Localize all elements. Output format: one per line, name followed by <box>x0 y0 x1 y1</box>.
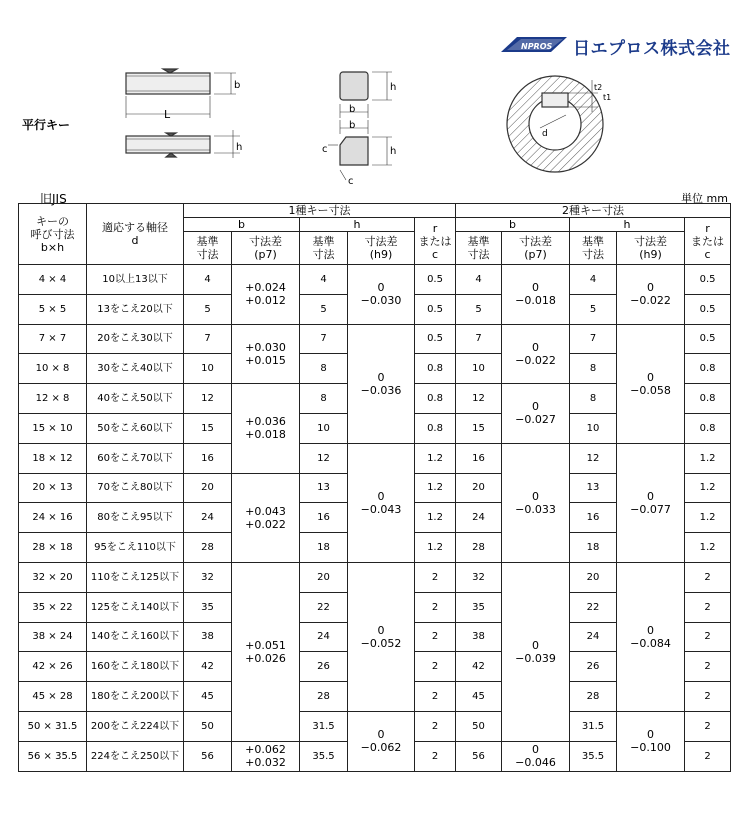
table-row <box>19 324 731 354</box>
type1-h-nominal-cell: 22 <box>300 592 348 622</box>
type1-h-nominal-cell: 28 <box>300 682 348 712</box>
header-tol-p7-2: 寸法差 (p7) <box>502 232 570 265</box>
key-size-cell: 10 × 8 <box>19 354 87 384</box>
type2-rc-cell: 0.5 <box>685 324 731 354</box>
type1-b-nominal-cell: 45 <box>184 682 232 712</box>
header-tol-h9-1: 寸法差 (h9) <box>348 232 415 265</box>
label-b-side: b <box>234 80 241 91</box>
header-tol-p7-1: 寸法差 (p7) <box>232 232 300 265</box>
key-dimension-table <box>18 203 731 772</box>
type1-b-nominal-cell: 20 <box>184 473 232 503</box>
type2-h-tolerance-cell: 0 −0.084 <box>617 562 685 711</box>
type2-rc-cell: 1.2 <box>685 503 731 533</box>
header-type1: 1種キー寸法 <box>184 204 456 218</box>
type2-h-nominal-cell: 7 <box>570 324 617 354</box>
type2-b-nominal-cell: 38 <box>456 622 502 652</box>
shaft-range-cell: 30をこえ40以下 <box>87 354 184 384</box>
shaft-range-cell: 110をこえ125以下 <box>87 562 184 592</box>
type2-b-nominal-cell: 35 <box>456 592 502 622</box>
type2-h-nominal-cell: 13 <box>570 473 617 503</box>
type1-h-tolerance-cell: 0 −0.036 <box>348 324 415 443</box>
type1-h-nominal-cell: 20 <box>300 562 348 592</box>
type2-b-tolerance-cell: 0 −0.039 <box>502 562 570 741</box>
type1-rc-cell: 0.8 <box>415 354 456 384</box>
type2-h-nominal-cell: 20 <box>570 562 617 592</box>
type2-b-nominal-cell: 12 <box>456 384 502 414</box>
type1-b-nominal-cell: 32 <box>184 562 232 592</box>
type2-h-nominal-cell: 26 <box>570 652 617 682</box>
header-nominal-b2: 基準 寸法 <box>456 232 502 265</box>
type1-h-nominal-cell: 18 <box>300 533 348 563</box>
key-drawings <box>0 0 750 200</box>
type1-h-nominal-cell: 10 <box>300 413 348 443</box>
type2-h-nominal-cell: 28 <box>570 682 617 712</box>
type2-rc-cell: 0.8 <box>685 384 731 414</box>
shaft-range-cell: 40をこえ50以下 <box>87 384 184 414</box>
key-size-cell: 18 × 12 <box>19 443 87 473</box>
type2-h-nominal-cell: 5 <box>570 294 617 324</box>
type1-b-nominal-cell: 50 <box>184 711 232 741</box>
key-cross-section-top <box>340 72 392 118</box>
header-shaft: 適応する軸径 d <box>87 204 184 265</box>
type2-b-nominal-cell: 7 <box>456 324 502 354</box>
type2-rc-cell: 0.8 <box>685 354 731 384</box>
type1-h-tolerance-cell: 0 −0.043 <box>348 443 415 562</box>
label-b-bottom: b <box>349 120 356 131</box>
type2-b-nominal-cell: 56 <box>456 741 502 771</box>
type2-h-tolerance-cell: 0 −0.022 <box>617 265 685 325</box>
type1-h-nominal-cell: 16 <box>300 503 348 533</box>
shaft-range-cell: 10以上13以下 <box>87 265 184 295</box>
label-c-left: c <box>322 144 328 155</box>
type1-h-tolerance-cell: 0 −0.062 <box>348 711 415 771</box>
company-name: 日エプロス株式会社 <box>573 39 731 59</box>
header-rc1: r または c <box>415 218 456 265</box>
type1-b-nominal-cell: 15 <box>184 413 232 443</box>
type2-b-tolerance-cell: 0 −0.046 <box>502 741 570 771</box>
shaft-range-cell: 125をこえ140以下 <box>87 592 184 622</box>
type1-h-nominal-cell: 24 <box>300 622 348 652</box>
type1-b-tolerance-cell: +0.036 +0.018 <box>232 384 300 473</box>
shaft-range-cell: 60をこえ70以下 <box>87 443 184 473</box>
type1-b-nominal-cell: 10 <box>184 354 232 384</box>
header-nominal-b1: 基準 寸法 <box>184 232 232 265</box>
type2-h-nominal-cell: 8 <box>570 354 617 384</box>
type2-h-nominal-cell: 4 <box>570 265 617 295</box>
type2-h-nominal-cell: 22 <box>570 592 617 622</box>
type1-h-nominal-cell: 13 <box>300 473 348 503</box>
shaft-range-cell: 140をこえ160以下 <box>87 622 184 652</box>
header-type2: 2種キー寸法 <box>456 204 731 218</box>
type2-rc-cell: 2 <box>685 562 731 592</box>
type2-h-nominal-cell: 31.5 <box>570 711 617 741</box>
header-h1: h <box>300 218 415 232</box>
type2-h-nominal-cell: 24 <box>570 622 617 652</box>
type1-h-nominal-cell: 31.5 <box>300 711 348 741</box>
type2-rc-cell: 2 <box>685 711 731 741</box>
type2-h-nominal-cell: 18 <box>570 533 617 563</box>
label-t1: t1 <box>603 93 612 102</box>
key-size-cell: 45 × 28 <box>19 682 87 712</box>
type1-rc-cell: 0.8 <box>415 413 456 443</box>
unit-label: 単位 mm <box>681 192 728 205</box>
key-size-cell: 50 × 31.5 <box>19 711 87 741</box>
type2-b-nominal-cell: 24 <box>456 503 502 533</box>
type2-b-nominal-cell: 16 <box>456 443 502 473</box>
type1-h-nominal-cell: 8 <box>300 384 348 414</box>
type2-rc-cell: 2 <box>685 592 731 622</box>
type1-b-tolerance-cell: +0.043 +0.022 <box>232 473 300 562</box>
label-h-bottom-section: h <box>390 146 397 157</box>
type1-b-nominal-cell: 5 <box>184 294 232 324</box>
type1-rc-cell: 0.8 <box>415 384 456 414</box>
type1-h-nominal-cell: 12 <box>300 443 348 473</box>
label-h-bottom: h <box>236 142 243 153</box>
table-row <box>19 265 731 295</box>
type1-rc-cell: 2 <box>415 741 456 771</box>
shaft-range-cell: 200をこえ224以下 <box>87 711 184 741</box>
key-side-view <box>126 69 236 118</box>
key-size-cell: 56 × 35.5 <box>19 741 87 771</box>
key-size-cell: 7 × 7 <box>19 324 87 354</box>
key-size-cell: 28 × 18 <box>19 533 87 563</box>
type2-b-nominal-cell: 32 <box>456 562 502 592</box>
type2-h-tolerance-cell: 0 −0.077 <box>617 443 685 562</box>
type2-b-tolerance-cell: 0 −0.027 <box>502 384 570 444</box>
type1-rc-cell: 2 <box>415 622 456 652</box>
type1-rc-cell: 2 <box>415 652 456 682</box>
type1-b-nominal-cell: 24 <box>184 503 232 533</box>
key-size-cell: 38 × 24 <box>19 622 87 652</box>
type1-h-nominal-cell: 7 <box>300 324 348 354</box>
type2-rc-cell: 0.5 <box>685 265 731 295</box>
type1-b-nominal-cell: 7 <box>184 324 232 354</box>
type2-h-nominal-cell: 12 <box>570 443 617 473</box>
key-size-cell: 35 × 22 <box>19 592 87 622</box>
type1-h-nominal-cell: 5 <box>300 294 348 324</box>
type1-rc-cell: 0.5 <box>415 265 456 295</box>
type1-h-nominal-cell: 35.5 <box>300 741 348 771</box>
type1-rc-cell: 0.5 <box>415 324 456 354</box>
header-key-size: キーの 呼び寸法 b×h <box>19 204 87 265</box>
type1-rc-cell: 2 <box>415 592 456 622</box>
type1-h-tolerance-cell: 0 −0.052 <box>348 562 415 711</box>
table-row <box>19 443 731 473</box>
type1-b-nominal-cell: 16 <box>184 443 232 473</box>
type2-rc-cell: 2 <box>685 682 731 712</box>
label-d: d <box>542 129 548 139</box>
type1-rc-cell: 1.2 <box>415 443 456 473</box>
key-size-cell: 20 × 13 <box>19 473 87 503</box>
type1-h-nominal-cell: 26 <box>300 652 348 682</box>
type2-b-tolerance-cell: 0 −0.033 <box>502 443 570 562</box>
type1-b-nominal-cell: 56 <box>184 741 232 771</box>
type1-h-tolerance-cell: 0 −0.030 <box>348 265 415 325</box>
type1-b-nominal-cell: 35 <box>184 592 232 622</box>
type2-rc-cell: 1.2 <box>685 443 731 473</box>
type2-b-nominal-cell: 28 <box>456 533 502 563</box>
type2-h-nominal-cell: 16 <box>570 503 617 533</box>
type1-rc-cell: 2 <box>415 682 456 712</box>
header-nominal-h2: 基準 寸法 <box>570 232 617 265</box>
type2-rc-cell: 2 <box>685 622 731 652</box>
shaft-range-cell: 50をこえ60以下 <box>87 413 184 443</box>
type2-rc-cell: 2 <box>685 741 731 771</box>
type2-b-nominal-cell: 15 <box>456 413 502 443</box>
type1-rc-cell: 1.2 <box>415 503 456 533</box>
shaft-range-cell: 20をこえ30以下 <box>87 324 184 354</box>
type2-h-nominal-cell: 10 <box>570 413 617 443</box>
type2-rc-cell: 0.5 <box>685 294 731 324</box>
type2-b-nominal-cell: 20 <box>456 473 502 503</box>
label-h-top: h <box>390 82 397 93</box>
type1-b-nominal-cell: 12 <box>184 384 232 414</box>
type2-rc-cell: 2 <box>685 652 731 682</box>
type1-rc-cell: 2 <box>415 562 456 592</box>
type1-b-nominal-cell: 28 <box>184 533 232 563</box>
header-tol-h9-2: 寸法差 (h9) <box>617 232 685 265</box>
key-size-cell: 15 × 10 <box>19 413 87 443</box>
type1-h-nominal-cell: 8 <box>300 354 348 384</box>
type2-b-tolerance-cell: 0 −0.018 <box>502 265 570 325</box>
table-row <box>19 711 731 741</box>
label-c-bottom: c <box>348 176 354 187</box>
label-L: L <box>164 108 171 121</box>
label-b-top: b <box>349 104 356 115</box>
key-size-cell: 32 × 20 <box>19 562 87 592</box>
type2-rc-cell: 0.8 <box>685 413 731 443</box>
shaft-hub-section <box>507 76 603 172</box>
type1-h-nominal-cell: 4 <box>300 265 348 295</box>
type1-rc-cell: 2 <box>415 711 456 741</box>
type2-h-nominal-cell: 8 <box>570 384 617 414</box>
shaft-range-cell: 95をこえ110以下 <box>87 533 184 563</box>
type2-b-nominal-cell: 50 <box>456 711 502 741</box>
key-size-cell: 42 × 26 <box>19 652 87 682</box>
jis-label: 旧JIS <box>40 192 67 206</box>
header-b2: b <box>456 218 570 232</box>
shaft-range-cell: 80をこえ95以下 <box>87 503 184 533</box>
type1-rc-cell: 1.2 <box>415 473 456 503</box>
logo-mark-text: NPROS <box>521 42 553 51</box>
type1-b-nominal-cell: 4 <box>184 265 232 295</box>
shaft-range-cell: 160をこえ180以下 <box>87 652 184 682</box>
type2-h-tolerance-cell: 0 −0.100 <box>617 711 685 771</box>
type1-b-tolerance-cell: +0.062 +0.032 <box>232 741 300 771</box>
type2-b-nominal-cell: 45 <box>456 682 502 712</box>
type1-rc-cell: 1.2 <box>415 533 456 563</box>
type2-b-nominal-cell: 42 <box>456 652 502 682</box>
shaft-range-cell: 224をこえ250以下 <box>87 741 184 771</box>
type2-rc-cell: 1.2 <box>685 533 731 563</box>
header-nominal-h1: 基準 寸法 <box>300 232 348 265</box>
header-h2: h <box>570 218 685 232</box>
key-cross-section-bottom <box>328 120 392 180</box>
label-t2: t2 <box>594 83 603 92</box>
shaft-range-cell: 180をこえ200以下 <box>87 682 184 712</box>
type1-b-nominal-cell: 38 <box>184 622 232 652</box>
table-row <box>19 562 731 592</box>
type1-b-nominal-cell: 42 <box>184 652 232 682</box>
type2-b-nominal-cell: 4 <box>456 265 502 295</box>
type1-b-tolerance-cell: +0.024 +0.012 <box>232 265 300 325</box>
key-size-cell: 5 × 5 <box>19 294 87 324</box>
shaft-range-cell: 13をこえ20以下 <box>87 294 184 324</box>
header-rc2: r または c <box>685 218 731 265</box>
type2-b-nominal-cell: 10 <box>456 354 502 384</box>
type2-h-tolerance-cell: 0 −0.058 <box>617 324 685 443</box>
key-bottom-view <box>126 130 243 158</box>
type2-b-tolerance-cell: 0 −0.022 <box>502 324 570 384</box>
header-b1: b <box>184 218 300 232</box>
key-size-cell: 12 × 8 <box>19 384 87 414</box>
page-title: 平行キー <box>22 118 71 132</box>
type2-b-nominal-cell: 5 <box>456 294 502 324</box>
type2-h-nominal-cell: 35.5 <box>570 741 617 771</box>
shaft-range-cell: 70をこえ80以下 <box>87 473 184 503</box>
type2-rc-cell: 1.2 <box>685 473 731 503</box>
key-size-cell: 4 × 4 <box>19 265 87 295</box>
table-body <box>19 265 731 772</box>
type1-rc-cell: 0.5 <box>415 294 456 324</box>
type1-b-tolerance-cell: +0.051 +0.026 <box>232 562 300 741</box>
type1-b-tolerance-cell: +0.030 +0.015 <box>232 324 300 384</box>
key-size-cell: 24 × 16 <box>19 503 87 533</box>
